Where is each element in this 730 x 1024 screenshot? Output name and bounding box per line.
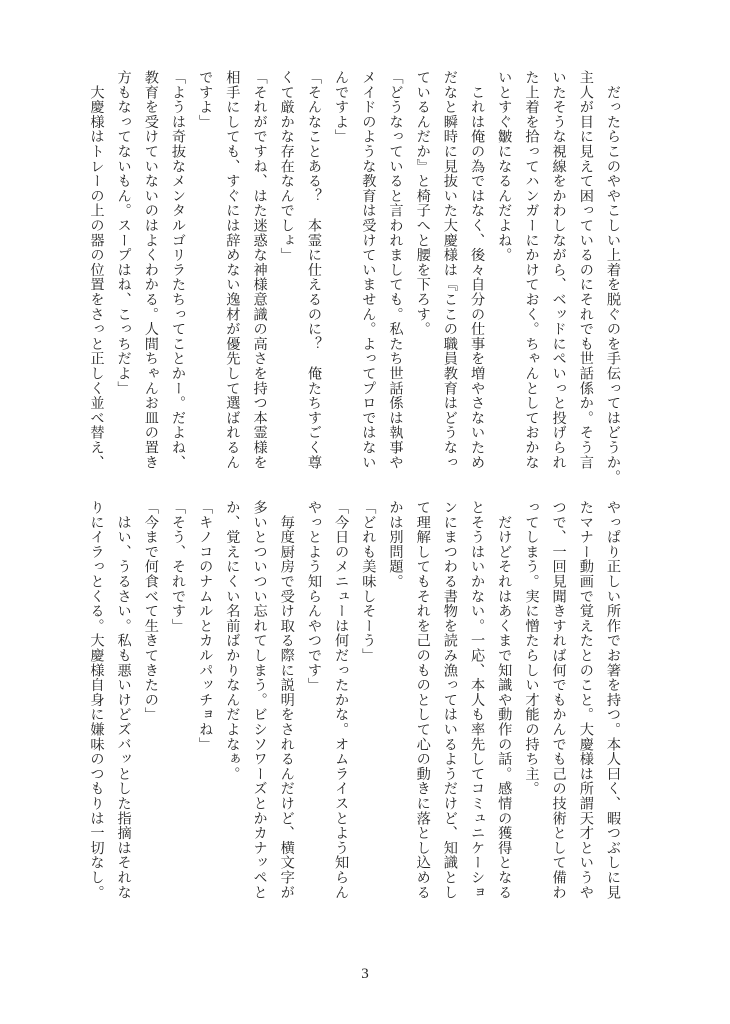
text-column: いとすぐ皺になるんだよね。 (496, 70, 513, 263)
text-column: 「そんなことある？ 本霊に仕えるのに？ 俺たちすごく尊 (305, 70, 322, 470)
text-column: ってしまう。実に憎たらしい才能の持ち主。 (523, 500, 540, 796)
text-column: 「今日のメニューは何だったかな。オムライスとよう知らん (333, 500, 350, 900)
text-column: これは俺の為ではなく、後々自分の仕事を増やさないため (469, 70, 486, 470)
text-column: やっぱり正しい所作でお箸を持つ。本人曰く、暇つぶしに見 (605, 500, 621, 900)
text-column: 「ようは奇抜なメンタルゴリラたちってことかー。だよね、 (170, 70, 186, 470)
text-column: 「どれも美味しそーう」 (360, 500, 377, 663)
text-column: んですよ」 (333, 70, 350, 144)
text-column: いたそうな視線をかわしながら、ベッドにぺいっと投げられ (550, 70, 567, 470)
text-column: やっとよう知らんやつです」 (305, 500, 322, 693)
text-column: 毎度厨房で受け取る際に説明をされるんだけど、横文字が (278, 500, 295, 900)
text-column: たマナー動画で覚えたとのこと。大慶様は所謂天才というや (577, 500, 594, 900)
text-column: 「キノコのナムルとカルパッチョね」 (197, 500, 214, 752)
text-column: 多いとついつい忘れてしまう。ビシソワーズとかカナッペと (251, 500, 268, 900)
text-column: 大慶様はトレーの上の器の位置をさっと正しく並べ替え、 (88, 70, 105, 470)
text-column: た上着を拾ってハンガーにかけておく。ちゃんとしておかな (523, 70, 540, 470)
text-column: 「そう、それです」 (170, 500, 186, 634)
text-column: 「どうなっていると言われましても。私たち世話係は執事や (387, 70, 404, 470)
text-column: だなと瞬時に見抜いた大慶様は『ここの職員教育はどうなっ (441, 70, 458, 470)
text-column: とそうはいかない。一応、本人も率先してコミュニケーショ (469, 500, 486, 900)
text-column: ているんだか』と椅子へと腰を下ろす。 (414, 70, 431, 337)
text-column: だったらこのややこしい上着を脱ぐのを手伝ってはどうか。 (605, 70, 621, 485)
text-column: 方もなってないもん。スープはね、こっちだよ」 (115, 70, 132, 396)
text-column: はい、うるさい。私も悪いけどズバッとした指摘はそれな (115, 500, 132, 900)
page-number: 3 (361, 966, 369, 982)
text-column: メイドのような教育は受けていません。よってプロではない (360, 70, 377, 470)
text-column: 「今まで何食べて生きてきたの」 (142, 500, 159, 722)
text-column: くて厳かな存在なんでしょ」 (278, 70, 295, 263)
text-column: 教育を受けていないのはよくわかる。人間ちゃんお皿の置き (142, 70, 159, 470)
text-column: 主人が目に見えて困っているのにそれでも世話係か。そう言 (577, 70, 594, 470)
text-block-bottom (82, 500, 626, 925)
text-column: かは別問題。 (387, 500, 404, 589)
text-column: て理解してもそれを己のものとして心の動きに落とし込める (414, 500, 431, 900)
text-column: 「それがですね、はた迷惑な神様意識の高さを持つ本霊様を (251, 70, 268, 470)
text-column: ンにまつわる書物を読み漁ってはいるようだけど、知識とし (441, 500, 458, 900)
text-block-top (82, 70, 626, 495)
text-column: 相手にしても、すぐには辞めない逸材が優先して選ばれるん (224, 70, 241, 470)
text-column: ですよ」 (197, 70, 214, 130)
text-column: つで、一回見聞きすれば何でもかんでも己の技術として備わ (550, 500, 567, 900)
text-column: りにイラっとくる。大慶様自身に嫌味のつもりは一切なし。 (88, 500, 105, 900)
text-column: か、覚えにくい名前ばかりなんだよなぁ。 (224, 500, 241, 782)
text-column: だけどそれはあくまで知識や動作の話。感情の獲得となる (496, 500, 513, 900)
